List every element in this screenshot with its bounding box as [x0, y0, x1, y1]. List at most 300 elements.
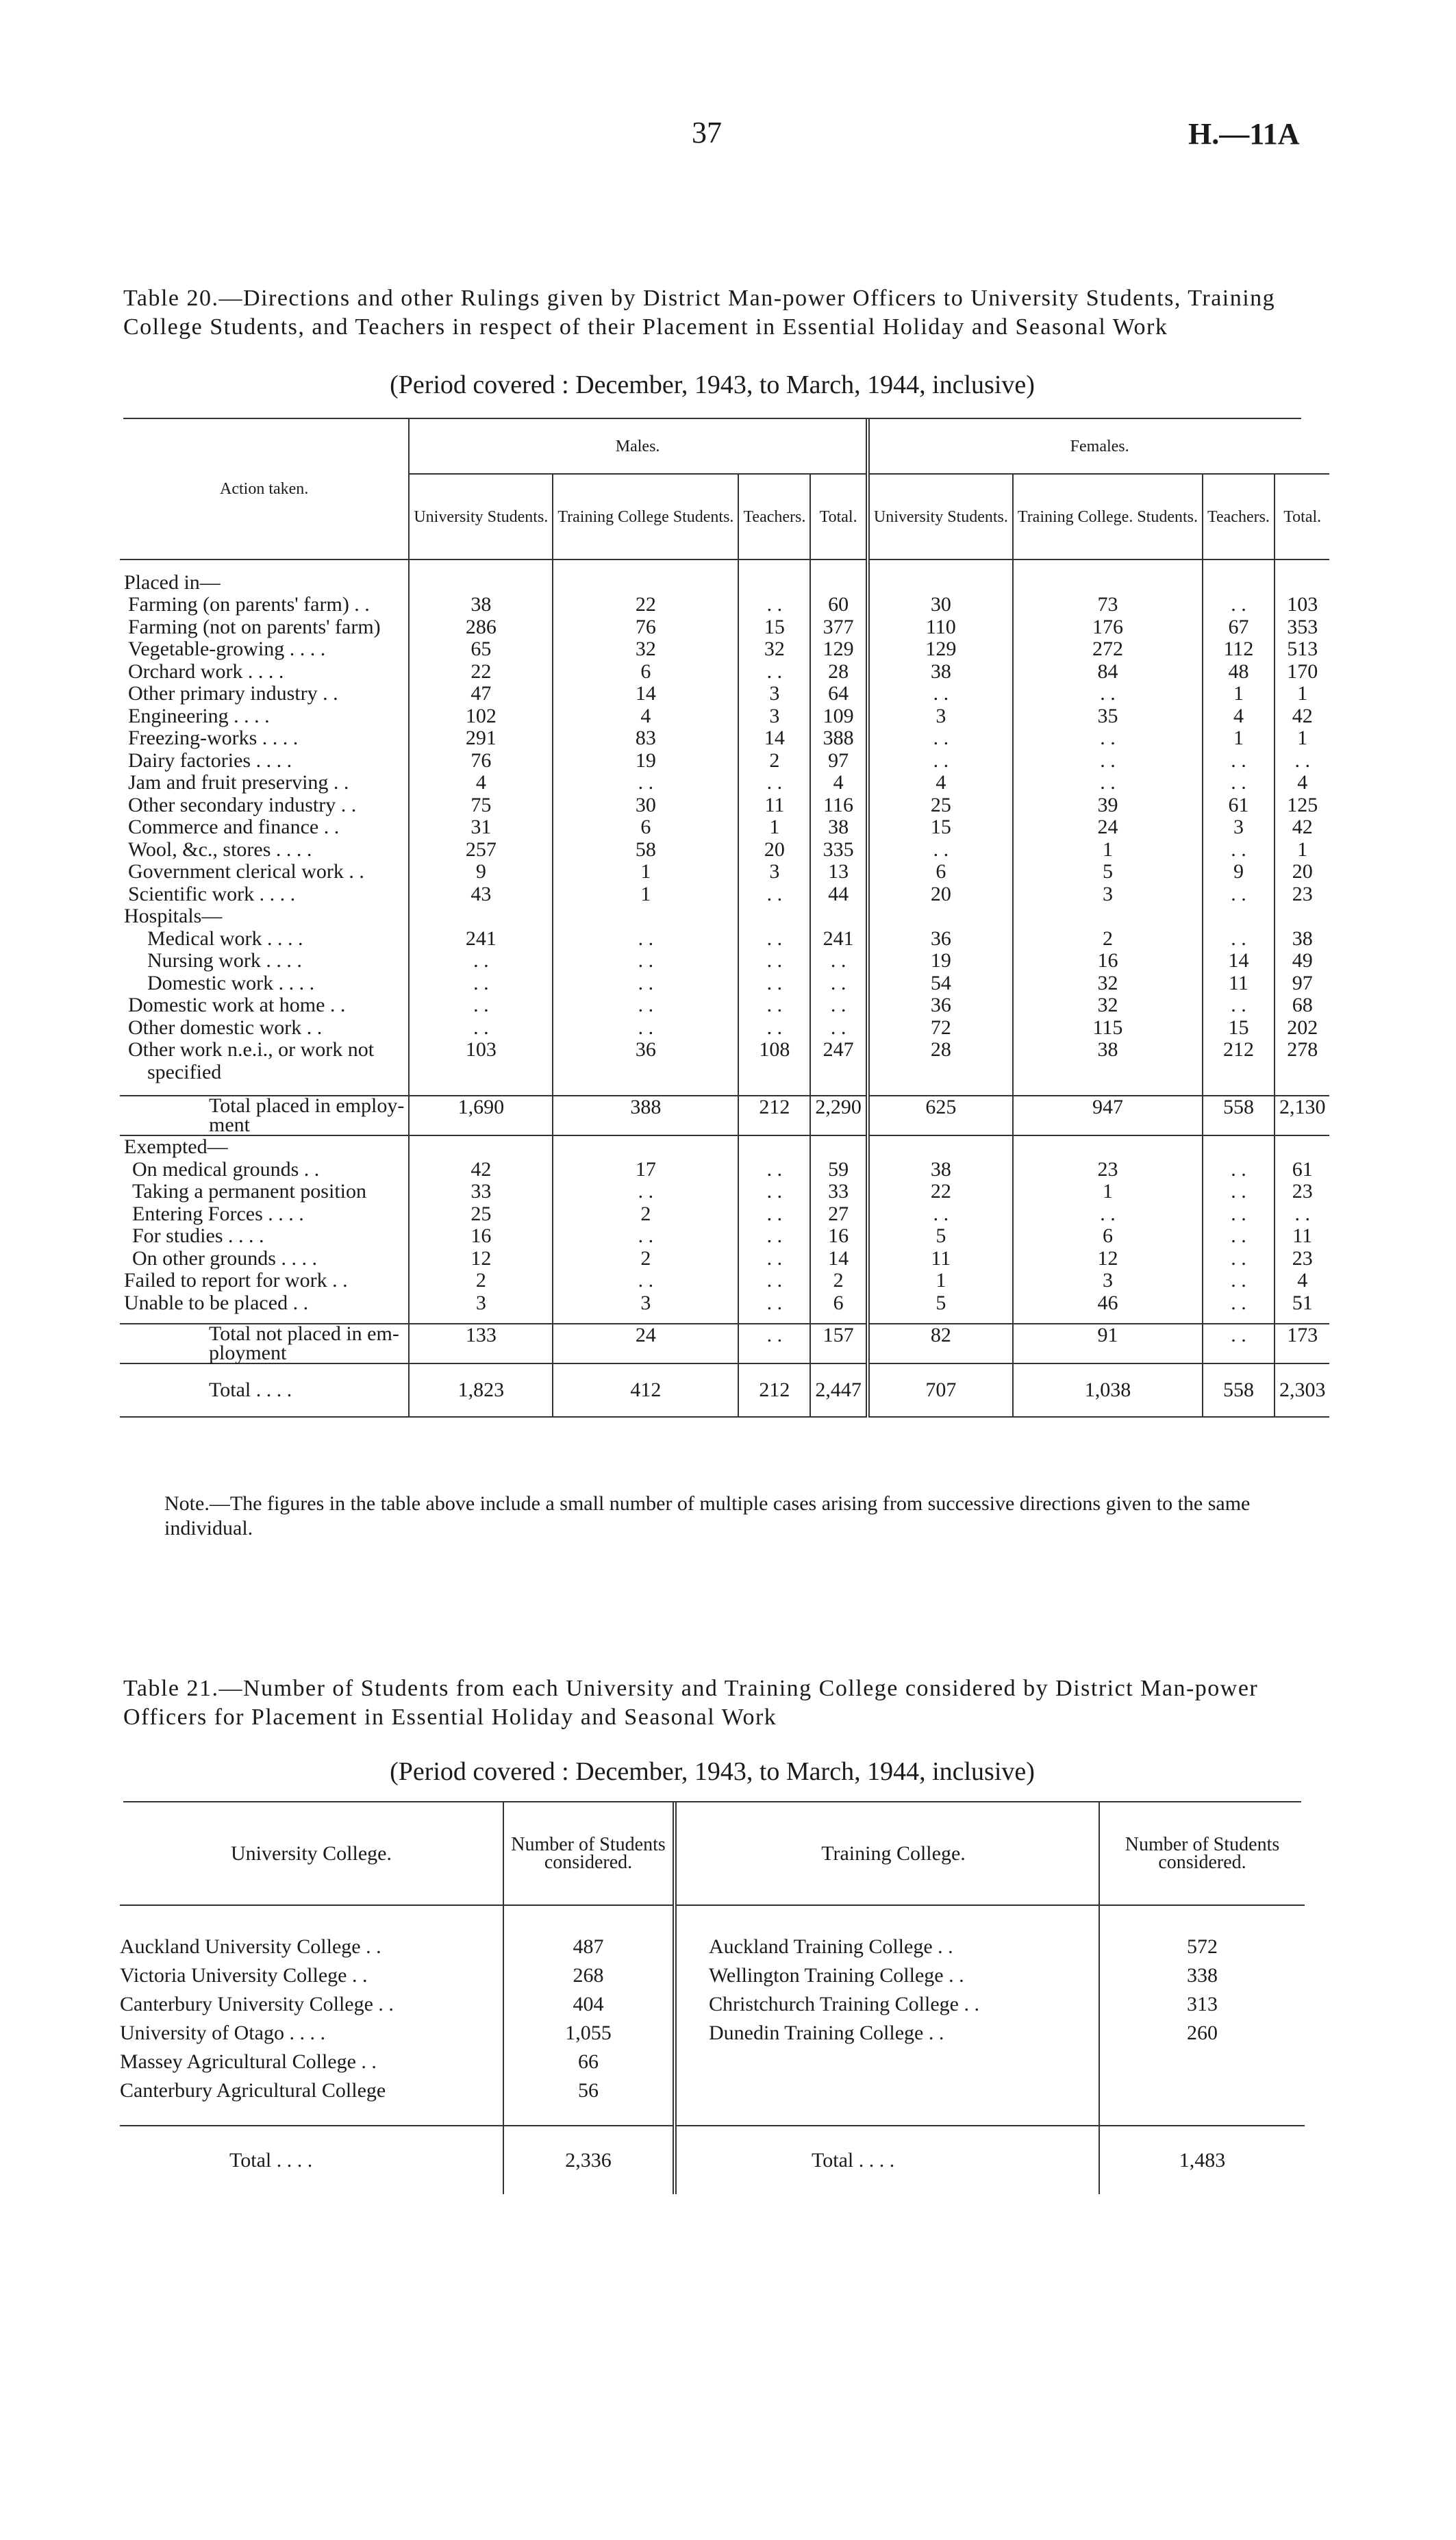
row-label: Dairy factories . . . . — [128, 749, 292, 772]
training-name: Christchurch Training College . . — [709, 1993, 979, 2015]
row-label: Farming (on parents' farm) . . — [128, 593, 370, 616]
student-count: 487 — [503, 1933, 675, 1961]
table-row — [120, 683, 1329, 705]
total-placed-row — [120, 1096, 1329, 1135]
table-cell: 14 — [553, 683, 738, 705]
table-cell: . . — [1013, 750, 1203, 772]
table-cell: 241 — [409, 928, 553, 951]
student-count: 1,055 — [503, 2019, 675, 2048]
table-cell: . . — [553, 1225, 738, 1248]
table-cell: . . — [738, 1017, 810, 1040]
table-cell: 42 — [409, 1159, 553, 1181]
table-cell: 109 — [810, 705, 868, 728]
table-cell: . . — [1013, 727, 1203, 750]
table-row — [120, 861, 1329, 883]
table-cell: 412 — [553, 1363, 738, 1417]
table-cell: 3 — [1013, 883, 1203, 906]
table-cell: 48 — [1203, 661, 1275, 683]
table-cell — [1203, 1135, 1275, 1159]
table-cell: . . — [738, 994, 810, 1017]
col-header: Total. — [1275, 474, 1330, 559]
table-cell: 14 — [1203, 950, 1275, 972]
table-cell: . . — [553, 928, 738, 951]
table20-period: (Period covered : December, 1943, to March, 1944, inclusive) — [390, 370, 1035, 399]
table-row — [120, 1933, 1305, 1961]
table-row — [120, 1225, 1329, 1248]
table-cell: 82 — [868, 1324, 1013, 1363]
table-row — [120, 794, 1329, 817]
table-cell: 5 — [868, 1292, 1013, 1315]
table-cell: 1,038 — [1013, 1363, 1203, 1417]
table-cell: 61 — [1275, 1159, 1330, 1181]
student-count: 56 — [503, 2076, 675, 2105]
table-cell: 4 — [1275, 772, 1330, 794]
table-cell: 9 — [1203, 861, 1275, 883]
table-cell — [868, 1135, 1013, 1159]
table-cell: 2,303 — [1275, 1363, 1330, 1417]
col-header: Training College. Students. — [1013, 474, 1203, 559]
table-cell: . . — [1013, 772, 1203, 794]
row-label: Other domestic work . . — [128, 1016, 323, 1039]
table-cell: 73 — [1013, 594, 1203, 616]
training-name — [688, 2048, 1099, 2076]
col-header: Training College Students. — [553, 474, 738, 559]
divider — [675, 1961, 688, 1990]
table-cell: 2 — [738, 750, 810, 772]
table-cell: 4 — [553, 705, 738, 728]
table-cell — [409, 905, 553, 928]
training-name: Wellington Training College . . — [709, 1964, 964, 1987]
table-cell: 30 — [553, 794, 738, 817]
table-row — [120, 1135, 1329, 1159]
table-cell: . . — [553, 1181, 738, 1203]
table-row — [120, 1248, 1329, 1270]
document-reference: H.—11A — [1188, 117, 1300, 151]
table-cell — [738, 559, 810, 594]
row-label: Scientific work . . . . — [128, 882, 296, 905]
table-cell: 38 — [409, 594, 553, 616]
training-name — [688, 2076, 1099, 2105]
table-row — [120, 950, 1329, 972]
table-cell: 14 — [810, 1248, 868, 1270]
table-row — [120, 1203, 1329, 1226]
table-cell: 108 — [738, 1039, 810, 1061]
label-line: ployment — [209, 1342, 287, 1364]
table-cell: 49 — [1275, 950, 1330, 972]
table-cell: . . — [1275, 1203, 1330, 1226]
table-cell — [553, 905, 738, 928]
table-cell: 39 — [1013, 794, 1203, 817]
table-cell: 103 — [409, 1039, 553, 1061]
table-row — [120, 2019, 1305, 2048]
table-cell: 1,823 — [409, 1363, 553, 1417]
table-cell: 513 — [1275, 638, 1330, 661]
table-cell: . . — [409, 950, 553, 972]
table-cell: 2 — [409, 1270, 553, 1292]
table-cell: . . — [1203, 883, 1275, 906]
females-header: Females. — [868, 419, 1330, 474]
table-cell: . . — [868, 1203, 1013, 1226]
table-cell: 38 — [868, 661, 1013, 683]
university-name: University of Otago . . . . — [120, 2022, 325, 2044]
row-label: Other secondary industry . . — [128, 793, 357, 816]
table-cell: . . — [1203, 750, 1275, 772]
student-count: 260 — [1099, 2019, 1305, 2048]
table-cell: 4 — [1275, 1270, 1330, 1292]
table-cell: 15 — [738, 616, 810, 639]
table-cell: 103 — [1275, 594, 1330, 616]
table-cell — [409, 1135, 553, 1159]
table-cell — [1013, 559, 1203, 594]
table-cell — [553, 1135, 738, 1159]
table-cell: . . — [409, 972, 553, 995]
row-label: Domestic work at home . . — [128, 994, 346, 1016]
table-cell: 33 — [409, 1181, 553, 1203]
table-cell: . . — [738, 1225, 810, 1248]
table-cell: 46 — [1013, 1292, 1203, 1315]
table-cell: 3 — [553, 1292, 738, 1315]
table-row — [120, 1039, 1329, 1061]
table-cell — [1203, 905, 1275, 928]
table-cell: 36 — [868, 994, 1013, 1017]
table-cell: . . — [553, 994, 738, 1017]
table-cell: 42 — [1275, 705, 1330, 728]
table-cell — [553, 1061, 738, 1084]
table-cell: . . — [1203, 1324, 1275, 1363]
table-cell: 115 — [1013, 1017, 1203, 1040]
table-cell: . . — [1203, 1248, 1275, 1270]
row-label: Engineering . . . . — [128, 704, 270, 727]
table-cell — [738, 1135, 810, 1159]
table-cell: . . — [738, 928, 810, 951]
table-row — [120, 905, 1329, 928]
table-cell: 202 — [1275, 1017, 1330, 1040]
row-label: Other work n.e.i., or work not — [128, 1038, 375, 1061]
table-cell — [553, 559, 738, 594]
table-cell: 3 — [738, 705, 810, 728]
males-header: Males. — [409, 419, 868, 474]
row-label: Orchard work . . . . — [128, 659, 284, 683]
table-cell: . . — [409, 994, 553, 1017]
table-row — [120, 559, 1329, 594]
table-row — [120, 994, 1329, 1017]
table-cell: . . — [553, 972, 738, 995]
table-cell: . . — [738, 661, 810, 683]
table-cell: 388 — [553, 1096, 738, 1135]
table-row — [120, 616, 1329, 639]
table-cell: 25 — [409, 1203, 553, 1226]
table-cell: 6 — [553, 816, 738, 839]
table-cell: 32 — [1013, 994, 1203, 1017]
label-line: Total placed in employ- — [209, 1094, 405, 1117]
table-cell: . . — [738, 1248, 810, 1270]
row-label: Entering Forces . . . . — [132, 1202, 304, 1225]
row-label: Government clerical work . . — [128, 860, 364, 883]
total-label: Total . . . . — [812, 2148, 895, 2172]
table-cell: 22 — [553, 594, 738, 616]
student-count: 338 — [1099, 1961, 1305, 1990]
table-cell: 125 — [1275, 794, 1330, 817]
table-cell: . . — [868, 839, 1013, 862]
col-header: University Students. — [868, 474, 1013, 559]
table-cell: 5 — [1013, 861, 1203, 883]
table-cell — [738, 905, 810, 928]
table-cell: . . — [1203, 1181, 1275, 1203]
table-cell: 157 — [810, 1324, 868, 1363]
table-cell: 23 — [1275, 1248, 1330, 1270]
table-cell: 3 — [409, 1292, 553, 1315]
action-taken-header: Action taken. — [220, 480, 309, 498]
table-row — [120, 2076, 1305, 2105]
table-cell: 59 — [810, 1159, 868, 1181]
row-label: Jam and fruit preserving . . — [128, 771, 349, 794]
table-row — [120, 1990, 1305, 2019]
table-cell: . . — [810, 994, 868, 1017]
table-cell: 24 — [1013, 816, 1203, 839]
row-label: Commerce and finance . . — [128, 816, 340, 838]
table-cell — [810, 559, 868, 594]
table-cell: 272 — [1013, 638, 1203, 661]
col-header: Total. — [810, 474, 868, 559]
table-cell: 291 — [409, 727, 553, 750]
table-row — [120, 928, 1329, 951]
row-label: Failed to report for work . . — [124, 1269, 348, 1292]
table-cell: 353 — [1275, 616, 1330, 639]
table-cell: 1 — [1203, 727, 1275, 750]
table-row — [120, 2048, 1305, 2076]
table-row — [120, 772, 1329, 794]
table-cell: . . — [553, 772, 738, 794]
table-cell: 335 — [810, 839, 868, 862]
table-row — [120, 1159, 1329, 1181]
row-label: specified — [147, 1060, 222, 1083]
table-cell: 2 — [553, 1203, 738, 1226]
table21-period: (Period covered : December, 1943, to March, 1944, inclusive) — [390, 1757, 1035, 1786]
table-cell: 75 — [409, 794, 553, 817]
table-cell: 58 — [553, 839, 738, 862]
table-cell: 22 — [409, 661, 553, 683]
table-cell: 67 — [1203, 616, 1275, 639]
table-cell: 25 — [868, 794, 1013, 817]
table-row — [120, 594, 1329, 616]
table-cell: 72 — [868, 1017, 1013, 1040]
table-cell: 6 — [1013, 1225, 1203, 1248]
table-cell: 24 — [553, 1324, 738, 1363]
table-cell: . . — [409, 1017, 553, 1040]
training-name: Auckland Training College . . — [709, 1935, 953, 1958]
table-cell: 65 — [409, 638, 553, 661]
table-cell: 32 — [738, 638, 810, 661]
table-cell: . . — [810, 972, 868, 995]
table-cell: 38 — [1013, 1039, 1203, 1061]
table-cell: 9 — [409, 861, 553, 883]
page-number: 37 — [692, 116, 722, 149]
table-cell: 4 — [1203, 705, 1275, 728]
table-cell — [1275, 1135, 1330, 1159]
row-label: Medical work . . . . — [147, 927, 303, 950]
total-not-placed-row — [120, 1324, 1329, 1363]
table-cell — [810, 905, 868, 928]
table-cell: 5 — [868, 1225, 1013, 1248]
table-cell: 19 — [553, 750, 738, 772]
table20 — [120, 419, 1329, 1418]
table-cell: 31 — [409, 816, 553, 839]
table-cell: . . — [738, 950, 810, 972]
row-label: Nursing work . . . . — [147, 949, 302, 972]
table-cell: . . — [1203, 839, 1275, 862]
student-count: 66 — [503, 2048, 675, 2076]
table-row — [120, 661, 1329, 683]
table-cell: . . — [868, 727, 1013, 750]
table-row — [120, 750, 1329, 772]
table-cell: 20 — [1275, 861, 1330, 883]
table-cell: . . — [1203, 1159, 1275, 1181]
table-cell — [1203, 559, 1275, 594]
table-cell: 112 — [1203, 638, 1275, 661]
table-cell: 377 — [810, 616, 868, 639]
table-cell — [810, 1061, 868, 1084]
table-cell: 15 — [1203, 1017, 1275, 1040]
table-cell: . . — [1203, 1292, 1275, 1315]
table-cell: 20 — [868, 883, 1013, 906]
student-count — [1099, 2076, 1305, 2105]
table-row — [120, 1292, 1329, 1315]
table-cell: 286 — [409, 616, 553, 639]
divider — [675, 1933, 688, 1961]
university-college-header: University College. — [231, 1841, 392, 1865]
table-row — [120, 816, 1329, 839]
table-row — [120, 883, 1329, 906]
col-header: Teachers. — [1203, 474, 1275, 559]
table-cell: 32 — [553, 638, 738, 661]
table-cell: . . — [1013, 683, 1203, 705]
table-cell: . . — [738, 1324, 810, 1363]
table-cell: 241 — [810, 928, 868, 951]
table-cell: 212 — [738, 1363, 810, 1417]
divider — [675, 2076, 688, 2105]
training-name: Dunedin Training College . . — [709, 2022, 944, 2044]
table-cell: 1 — [1275, 727, 1330, 750]
table-cell: 17 — [553, 1159, 738, 1181]
table-cell: 23 — [1275, 883, 1330, 906]
table-cell: 76 — [409, 750, 553, 772]
table-cell — [1275, 905, 1330, 928]
table-cell: . . — [1203, 1225, 1275, 1248]
table-cell: 2 — [810, 1270, 868, 1292]
total-value: 1,483 — [1099, 2126, 1305, 2194]
table-cell: 44 — [810, 883, 868, 906]
table-cell: 6 — [553, 661, 738, 683]
table-cell: 1 — [1013, 839, 1203, 862]
table-cell: 36 — [868, 928, 1013, 951]
table-cell: 3 — [1203, 816, 1275, 839]
table-cell: 97 — [1275, 972, 1330, 995]
table-cell: 558 — [1203, 1096, 1275, 1135]
university-name: Canterbury University College . . — [120, 1993, 394, 2015]
table-cell: . . — [1203, 594, 1275, 616]
table-cell: 558 — [1203, 1363, 1275, 1417]
table-cell: 13 — [810, 861, 868, 883]
table-cell: 91 — [1013, 1324, 1203, 1363]
table-cell: . . — [553, 1270, 738, 1292]
table-cell: 42 — [1275, 816, 1330, 839]
table-cell: 23 — [1275, 1181, 1330, 1203]
table-cell: 60 — [810, 594, 868, 616]
table-row — [120, 1061, 1329, 1084]
table-cell: 3 — [738, 861, 810, 883]
label-line: Total not placed in em- — [209, 1322, 399, 1345]
row-label: Wool, &c., stores . . . . — [128, 838, 312, 861]
table-cell: 129 — [868, 638, 1013, 661]
table-row — [120, 1181, 1329, 1203]
table-cell: 4 — [409, 772, 553, 794]
row-label: On medical grounds . . — [132, 1157, 320, 1181]
student-count: 313 — [1099, 1990, 1305, 2019]
table-cell: 247 — [810, 1039, 868, 1061]
table-cell: 173 — [1275, 1324, 1330, 1363]
table-cell: 1 — [1203, 683, 1275, 705]
table-cell: 176 — [1013, 616, 1203, 639]
table-cell: . . — [738, 1203, 810, 1226]
table-cell: 11 — [738, 794, 810, 817]
table-cell: 54 — [868, 972, 1013, 995]
table-cell: . . — [738, 883, 810, 906]
table-cell: . . — [738, 1159, 810, 1181]
table-cell: 61 — [1203, 794, 1275, 817]
divider — [675, 2126, 688, 2194]
row-label: Placed in— — [124, 570, 221, 594]
table-cell: 36 — [553, 1039, 738, 1061]
table-cell: 28 — [868, 1039, 1013, 1061]
total-row — [120, 2126, 1305, 2194]
table-cell — [409, 1061, 553, 1084]
table-cell: 2,290 — [810, 1096, 868, 1135]
table-cell: 16 — [1013, 950, 1203, 972]
table-cell: 30 — [868, 594, 1013, 616]
table-cell: 27 — [810, 1203, 868, 1226]
total-label: Total . . . . — [229, 2148, 313, 2172]
student-count: 404 — [503, 1990, 675, 2019]
table-cell: 3 — [1013, 1270, 1203, 1292]
table-cell: 102 — [409, 705, 553, 728]
table-cell — [868, 905, 1013, 928]
table-cell: 1 — [868, 1270, 1013, 1292]
row-label: Other primary industry . . — [128, 682, 338, 705]
table-cell: 388 — [810, 727, 868, 750]
table-cell: 64 — [810, 683, 868, 705]
table-cell: 2,447 — [810, 1363, 868, 1417]
table-cell: 707 — [868, 1363, 1013, 1417]
table-cell: . . — [553, 950, 738, 972]
table-cell: 212 — [738, 1096, 810, 1135]
table-cell — [409, 559, 553, 594]
table-cell: 68 — [1275, 994, 1330, 1017]
table-cell: . . — [738, 972, 810, 995]
student-count: 268 — [503, 1961, 675, 1990]
divider — [675, 1990, 688, 2019]
table-cell: . . — [868, 683, 1013, 705]
university-name: Massey Agricultural College . . — [120, 2050, 377, 2073]
table-cell: 278 — [1275, 1039, 1330, 1061]
table-cell: 11 — [1203, 972, 1275, 995]
grand-total-row — [120, 1363, 1329, 1417]
table-cell: . . — [738, 1181, 810, 1203]
table-cell: 170 — [1275, 661, 1330, 683]
table-cell — [1203, 1061, 1275, 1084]
table-cell: 38 — [810, 816, 868, 839]
row-label: Hospitals— — [124, 905, 223, 927]
table-cell: 22 — [868, 1181, 1013, 1203]
